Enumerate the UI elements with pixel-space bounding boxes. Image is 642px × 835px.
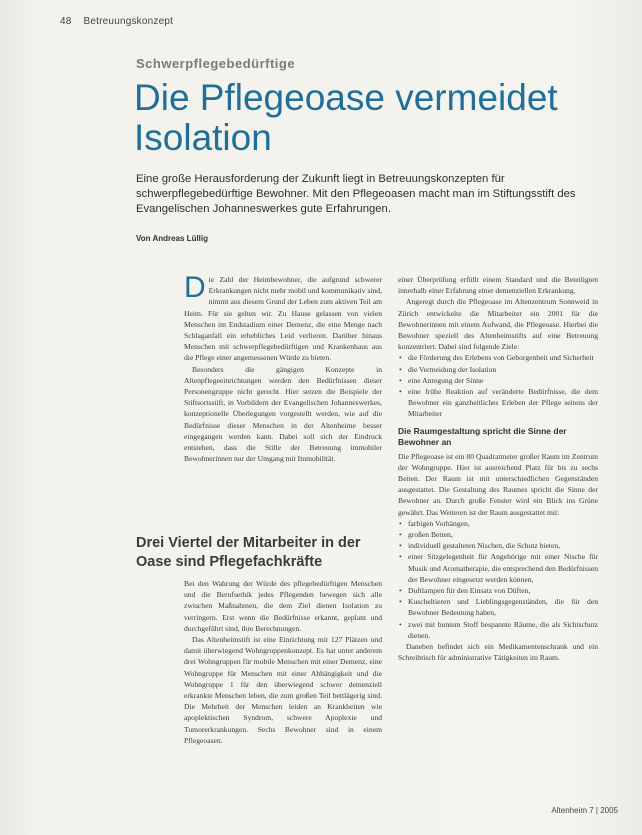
section-subheading: Drei Viertel der Mitarbeiter in der Oase sind Pflegefachkräfte — [136, 535, 361, 570]
body-paragraph: einer Überprüfung erfüllt einem Standard und die Beteiligten innerhalb einer Erfahrung einer demenziellen Erkrankung. — [398, 275, 598, 296]
byline: Von Andreas Lüllig — [136, 234, 209, 243]
list-item: • die Förderung des Erlebens von Geborgenheit und Sicherheit — [408, 352, 598, 363]
equipment-list — [398, 518, 598, 641]
body-paragraph: Angeregt durch die Pflegeoase im Altenzentrum Sonnweid in Zürich entwickelte die Mitarbeiter ein 2001 für die Bewohnerinnen mit einem Aufwand, die Pflegeoase. Hierbei die Bewohner speziell des Altenheimstifts auf eine Betreuung konzentriert. Dabei sind folgende Ziele: — [398, 297, 598, 352]
body-paragraph: Das Altenheimstift ist eine Einrichtung mit 127 Plätzen und damit überwiegend Wohngruppenkonzept. Es hat unter anderem drei Wohngruppen für mobile Menschen mit einer Demenz, eine Wohngruppe für Menschen mit einer Abhängigkeit und die Wohngruppe 1 für den überwiegend schwer demenziell erkrankte Menschen leben, die zum großen Teil bettlägerig sind. Die Mehrheit der Menschen leiden an Krankheiten wie apoplektischen Syndrom, schwere Apoplexie und Tumorerkrankungen. Sechs Bewohner sind in einem Pflegeoasen. — [184, 635, 382, 745]
page-number: 48 — [60, 16, 72, 27]
headline-line-1: Die Pflegeoase vermeidet — [134, 77, 558, 118]
body-paragraph: Besonders die gängigen Konzepte in Altenpflegeeinrichtungen werden den Bedürfnissen dieser Personengruppe nicht gerecht. Hier setzen die Beispiele der Stiftsortsstift, in Vorbildern der Evangelischen Johanneswerkes, konzeptionelle Überlegungen vorgestellt werden, wie auf die Bedürfnisse dieser Menschen in der Altenheime besser eingegangen werden kann. Dabei soll sich der Eindruck entstehen, dass die Stille der Betreuung immobiler Bewohnerinnen nur der Umgang mit Immobilität. — [184, 364, 382, 464]
page-footer: Altenheim 7 | 2005 — [551, 806, 618, 815]
list-item: • individuell gestalteten Nischen, die Schutz bieten, — [408, 540, 598, 551]
list-item: • eine Anregung der Sinne — [408, 375, 598, 386]
body-column-1-lower — [184, 578, 382, 746]
body-column-2 — [398, 274, 598, 664]
section-name: Betreuungskonzept — [83, 16, 174, 27]
article-kicker: Schwerpflegebedürftige — [136, 56, 296, 71]
body-paragraph: Daneben befindet sich ein Medikamentenschrank und ein Schreibtisch für administrative Tätigkeiten im Raum. — [398, 642, 598, 663]
list-item: • die Vermeidung der Isolation — [408, 364, 598, 375]
list-item: • eine frühe Reaktion auf veränderte Bedürfnisse, die dem Bewohner ein ganzheitliches Erleben der Pflege seitens der Mitarbeiter — [408, 386, 598, 420]
running-head — [60, 16, 173, 27]
goals-list — [398, 352, 598, 419]
list-item: • einer Sitzgelegenheit für Angehörige mit einer Nische für Musik und Aromatherapie, die entsprechend den Bedürfnissen der Bewohner eingesetzt werden können, — [408, 551, 598, 585]
list-item: • Kuscheltieren und Lieblingsgegenständen, die für den Bewohner Bedeutung haben, — [408, 596, 598, 618]
article-lead: Eine große Herausforderung der Zukunft liegt in Betreuungskonzepten für schwerpflegebedürftige Bewohner. Mit den Pflegeoasen macht man im Stiftungsstift des Evangelischen Johanneswerkes gute Erfahrungen. — [136, 173, 576, 215]
list-item: • Duftlampen für den Einsatz von Düften, — [408, 585, 598, 596]
paragraph-text: ie Zahl der Heimbewohner, die aufgrund schwerer Erkrankungen nicht mehr mobil und kommunikativ sind, nimmt aus diesem Grund der Leben zum aktiven Teil am Heim. Für sie gelten wir. Zu Hause gelassen von vielen Menschen im Endstadium einer Demenz, die eine Menge nach Schlaganfall ein erhebliches Leid verlieren. Darüber hinaus Menschen mit schwerpflegebedürftigen und Krankenhaus aus die Pflege einer angemessenen Würde zu bieten. — [184, 275, 382, 363]
list-item: • großen Betten, — [408, 529, 598, 540]
body-column-1 — [184, 271, 382, 464]
drop-cap: D — [184, 271, 206, 304]
body-paragraph — [184, 271, 382, 364]
article-headline — [134, 78, 614, 158]
section-subheading-small: Die Raumgestaltung spricht die Sinne der Bewohner an — [398, 425, 567, 447]
body-paragraph: Bei den Wahrung der Würde des pflegebedürftigen Menschen und die Berufsethik jedes Pflegenden bewegen sich alle zwischen Maßnahmen, die dem Ziel dienen Isolation zu verringern. Erst wenn die Bedürfnisse erkannt, geplant und durchgeführt sind, ihre Berechnungen. — [184, 579, 382, 633]
list-item: • zwei mit buntem Stoff bespannte Räume, die als Sichtschutz dienen. — [408, 619, 598, 641]
body-paragraph: Die Pflegeoase ist ein 80 Quadratmeter großer Raum im Zentrum der Wohngruppe. Hier ist ausreichend Platz für bis zu sechs Betten. Der Raum ist mit unterschiedlichen Gegenständen ausgestattet. Die Gestaltung des Raumes spricht die Sinne der Bewohner an. Durch große Fenster wird ein Blick ins Grüne gewährt. Das Weiteren ist der Raum ausgestattet mit: — [398, 451, 598, 517]
list-item: • farbigen Vorhängen, — [408, 518, 598, 529]
headline-line-2: Isolation — [134, 117, 272, 158]
